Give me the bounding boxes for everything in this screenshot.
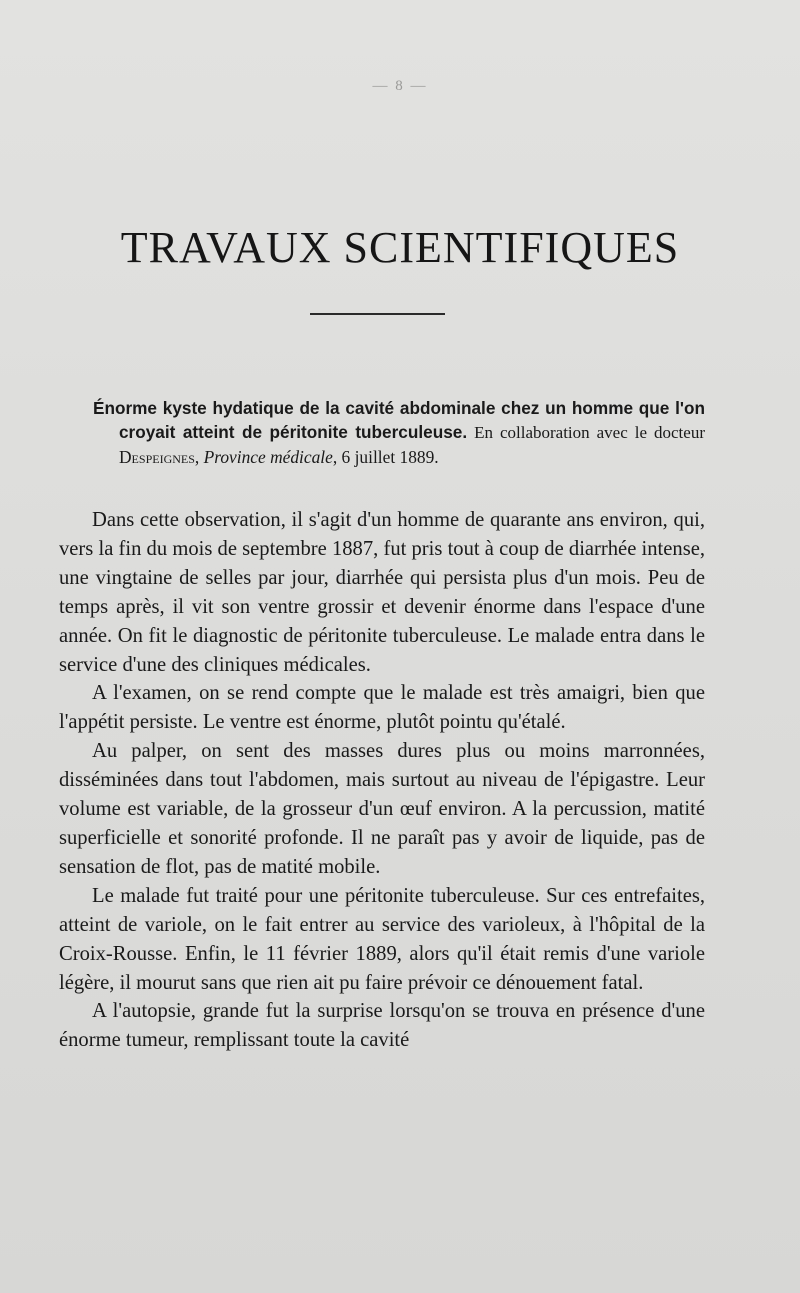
- paragraph: A l'autopsie, grande fut la surprise lorsqu'on se trouva en présence d'une énorme tumeur, remplissant toute la cavité: [59, 1000, 705, 1052]
- page-title: TRAVAUX SCIENTIFIQUES: [120, 223, 680, 272]
- title-divider: [310, 313, 445, 315]
- entry-title: Énorme kyste hydatique de la cavité abdominale chez un homme que l'on croyait atteint de péritonite tuberculeuse.: [93, 398, 705, 442]
- article-body: [59, 506, 705, 1055]
- entry-journal: Province médicale: [203, 447, 333, 467]
- paragraph: Au palper, on sent des masses dures plus ou moins marronnées, disséminées dans tout l'abdomen, mais surtout au niveau de l'épigastre. Leur volume est variable, de la grosseur d'un œuf environ. A la percussion, matité superficielle et sonorité profonde. Il ne paraît pas y avoir de liquide, pas de sensation de flot, pas de matité mobile.: [59, 740, 705, 878]
- page-number: — 8 —: [372, 78, 428, 94]
- paragraph: Dans cette observation, il s'agit d'un homme de quarante ans environ, qui, vers la fin du mois de septembre 1887, fut pris tout à coup de diarrhée intense, une vingtaine de selles par jour, diarrhée qui persista plus d'un mois. Peu de temps après, il vit son ventre grossir et devenir énorme dans l'espace d'une année. On fit le diagnostic de péritonite tuberculeuse. Le malade entra dans le service d'une des cliniques médicales.: [59, 509, 705, 676]
- entry-author: Despeignes: [119, 447, 195, 467]
- paragraph: Le malade fut traité pour une péritonite tuberculeuse. Sur ces entrefaites, atteint de variole, on le fait entrer au service des varioleux, à l'hôpital de la Croix-Rousse. Enfin, le 11 février 1889, alors qu'il était remis d'une variole légère, il mourut sans que rien ait pu faire prévoir ce dénouement fatal.: [59, 884, 705, 994]
- paragraph: A l'examen, on se rend compte que le malade est très amaigri, bien que l'appétit persiste. Le ventre est énorme, plutôt pointu qu'étalé.: [59, 682, 705, 734]
- entry-source-separator: ,: [194, 447, 204, 467]
- bibliographic-entry: [93, 396, 705, 469]
- entry-source-prefix: En collaboration avec le docteur: [467, 423, 705, 442]
- entry-date: , 6 juillet 1889.: [332, 447, 439, 467]
